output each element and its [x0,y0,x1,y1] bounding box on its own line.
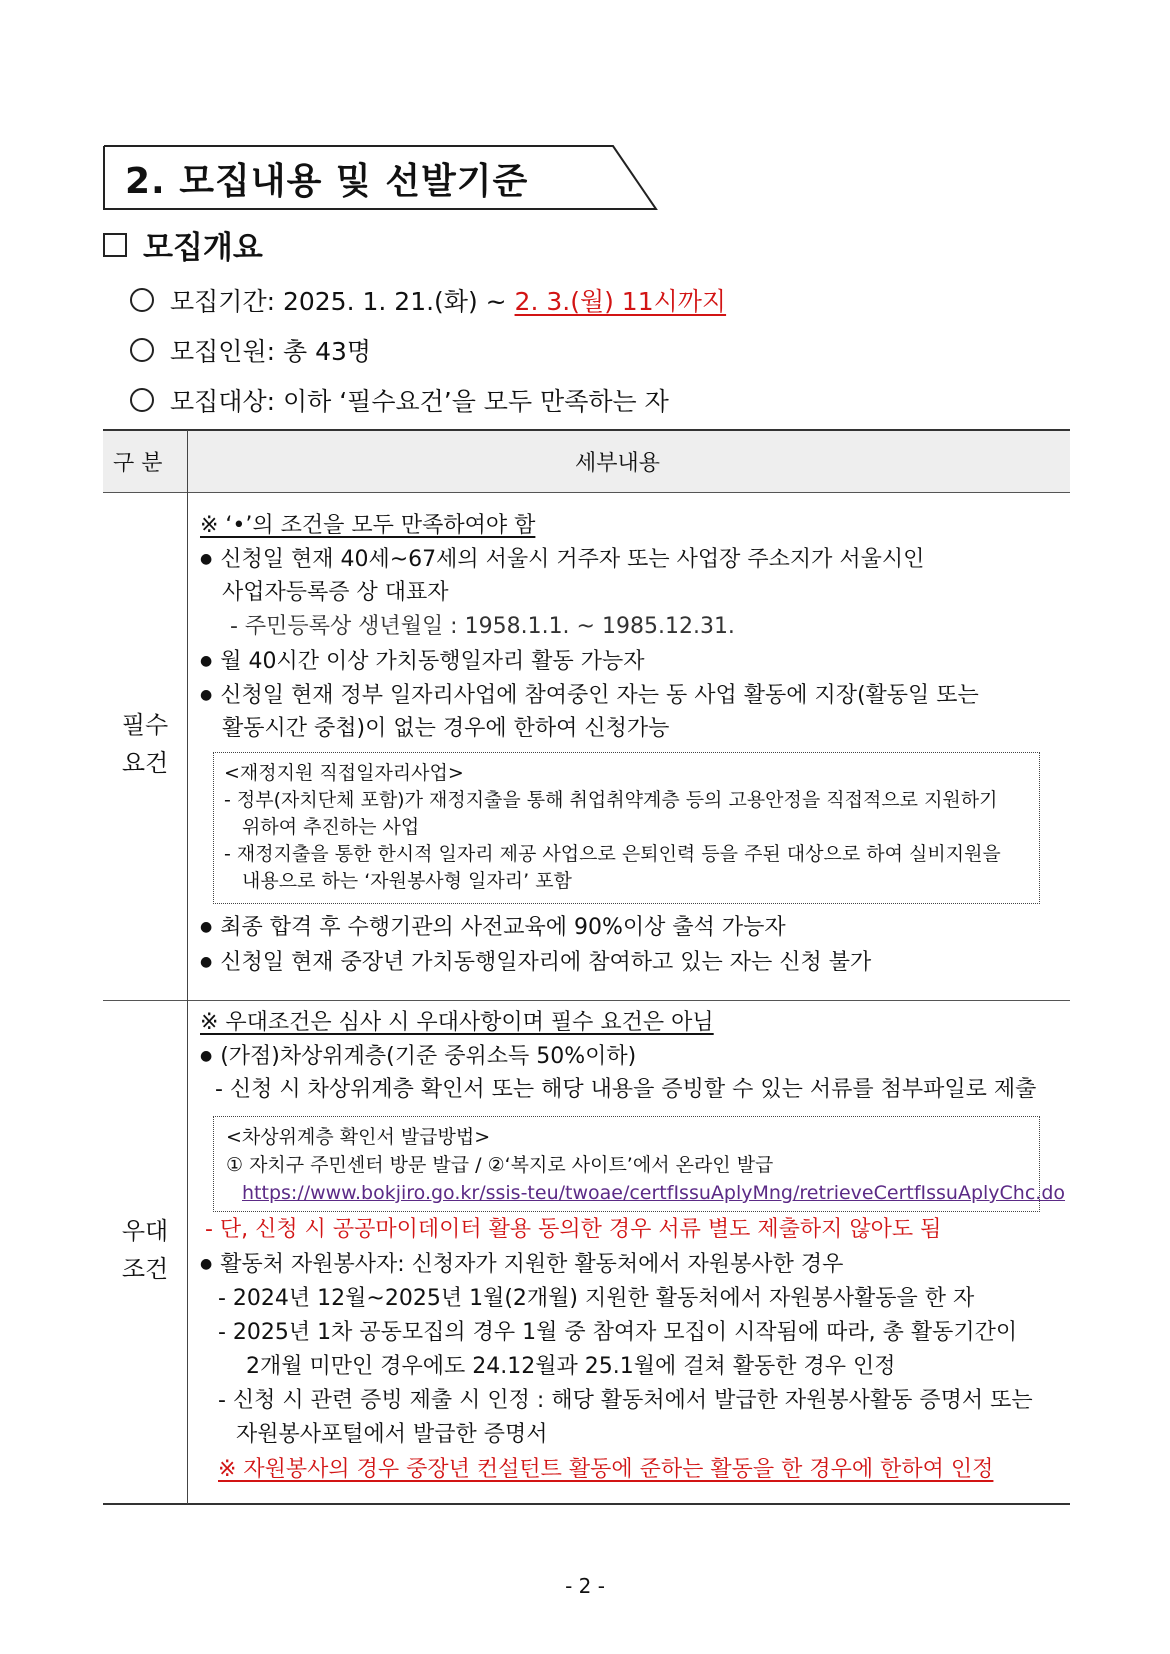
row-label-line: 조건 [121,1255,169,1283]
people-text: 모집인원: 총 43명 [170,337,372,366]
row-label-preferred [103,1212,187,1288]
preferred-item-2-sub: - 2024년 12월~2025년 1월(2개월) 지원한 활동처에서 자원봉사활동을 한 자 [218,1286,975,1311]
circle-bullet-icon [130,388,154,412]
preferred-item-2: ● 활동처 자원봉사자: 신청자가 지원한 활동처에서 자원봉사한 경우 [200,1249,843,1280]
direct-jobs-box-line: 내용으로 하는 ‘자원봉사형 일자리’ 포함 [242,870,572,892]
required-item-4: ● 최종 합격 후 수행기관의 사전교육에 90%이상 출석 가능자 [200,912,786,943]
preferred-note: ※ 우대조건은 심사 시 우대사항이며 필수 요건은 아님 [200,1010,714,1035]
overview-people [130,332,371,368]
table-header-divider [103,492,1070,493]
circle-bullet-icon [130,288,154,312]
heading-text: 모집개요 [143,230,263,266]
row-label-line: 요건 [121,749,169,777]
required-item-5: ● 신청일 현재 중장년 가치동행일자리에 참여하고 있는 자는 신청 불가 [200,947,871,978]
required-item-3: ● 신청일 현재 정부 일자리사업에 참여중인 자는 동 사업 활동에 지장(활동일 또는 [200,680,979,711]
page-number: - 2 - [565,1574,605,1598]
row-label-required [103,706,187,782]
required-item-1-sub: - 주민등록상 생년월일 : 1958.1.1. ~ 1985.12.31. [230,614,735,639]
required-note: ※ ‘•’의 조건을 모두 만족하여야 함 [200,513,536,538]
direct-jobs-box-title: <재정지원 직접일자리사업> [224,762,464,784]
overview-period [130,282,726,318]
row-label-line: 우대 [121,1217,169,1245]
header-details: 세부내용 [575,451,661,476]
section-title: 2. 모집내용 및 선발기준 [125,161,529,202]
required-item-2: ● 월 40시간 이상 가치동행일자리 활동 가능자 [200,646,644,677]
bokjiro-link[interactable]: https://www.bokjiro.go.kr/ssis-teu/twoae/certfIssuAplyMng/retrieveCertfIssuAplyChc.do [242,1182,1066,1204]
checkbox-icon [103,233,127,257]
required-item-3-cont: 활동시간 중첩)이 없는 경우에 한하여 신청가능 [222,716,670,741]
direct-jobs-box-line: - 정부(자치단체 포함)가 재정지출을 통해 취업취약계층 등의 고용안정을 직접적으로 지원하기 [224,789,998,811]
preferred-item-2-sub-cont: 자원봉사포털에서 발급한 증명서 [236,1422,548,1447]
preferred-final-note: ※ 자원봉사의 경우 중장년 컨설턴트 활동에 준하는 활동을 한 경우에 한하여 인정 [218,1457,994,1482]
period-deadline: 2. 3.(월) 11시까지 [514,287,727,316]
direct-jobs-box-line: - 재정지출을 통한 한시적 일자리 제공 사업으로 은퇴인력 등을 주된 대상으로 하여 실비지원을 [224,843,1001,865]
required-item-1: ● 신청일 현재 40세~67세의 서울시 거주자 또는 사업장 주소지가 서울시인 [200,544,924,575]
table-column-divider [187,430,188,1504]
table-row-divider [103,1000,1070,1001]
overview-target [130,382,669,418]
target-text: 모집대상: 이하 ‘필수요건’을 모두 만족하는 자 [170,387,669,416]
preferred-item-2-sub-cont: 2개월 미만인 경우에도 24.12월과 25.1월에 걸쳐 활동한 경우 인정 [246,1354,896,1379]
circle-bullet-icon [130,338,154,362]
preferred-item-2-sub: - 신청 시 관련 증빙 제출 시 인정 : 해당 활동처에서 발급한 자원봉사활동 증명서 또는 [218,1388,1033,1413]
low-income-box-line: ① 자치구 주민센터 방문 발급 / ②‘복지로 사이트’에서 온라인 발급 [226,1154,774,1176]
header-category: 구 분 [113,451,163,476]
section-title-box [103,145,658,211]
preferred-item-1-sub: - 신청 시 차상위계층 확인서 또는 해당 내용을 증빙할 수 있는 서류를 첨부파일로 제출 [215,1077,1037,1102]
row-label-line: 필수 [121,711,169,739]
table-bottom-border [103,1503,1070,1505]
period-label: 모집기간: 2025. 1. 21.(화) ~ [170,287,515,316]
preferred-item-1: ● (가점)차상위계층(기준 중위소득 50%이하) [200,1041,636,1072]
preferred-red-note: - 단, 신청 시 공공마이데이터 활용 동의한 경우 서류 별도 제출하지 않아도 됨 [205,1217,942,1242]
heading-recruitment-overview [103,222,263,267]
preferred-item-2-sub: - 2025년 1차 공동모집의 경우 1월 중 참여자 모집이 시작됨에 따라, 총 활동기간이 [218,1320,1018,1345]
table-top-border [103,429,1070,431]
direct-jobs-box-line: 위하여 추진하는 사업 [242,816,420,838]
required-item-1-cont: 사업자등록증 상 대표자 [222,580,449,605]
low-income-box-title: <차상위계층 확인서 발급방법> [226,1126,491,1148]
